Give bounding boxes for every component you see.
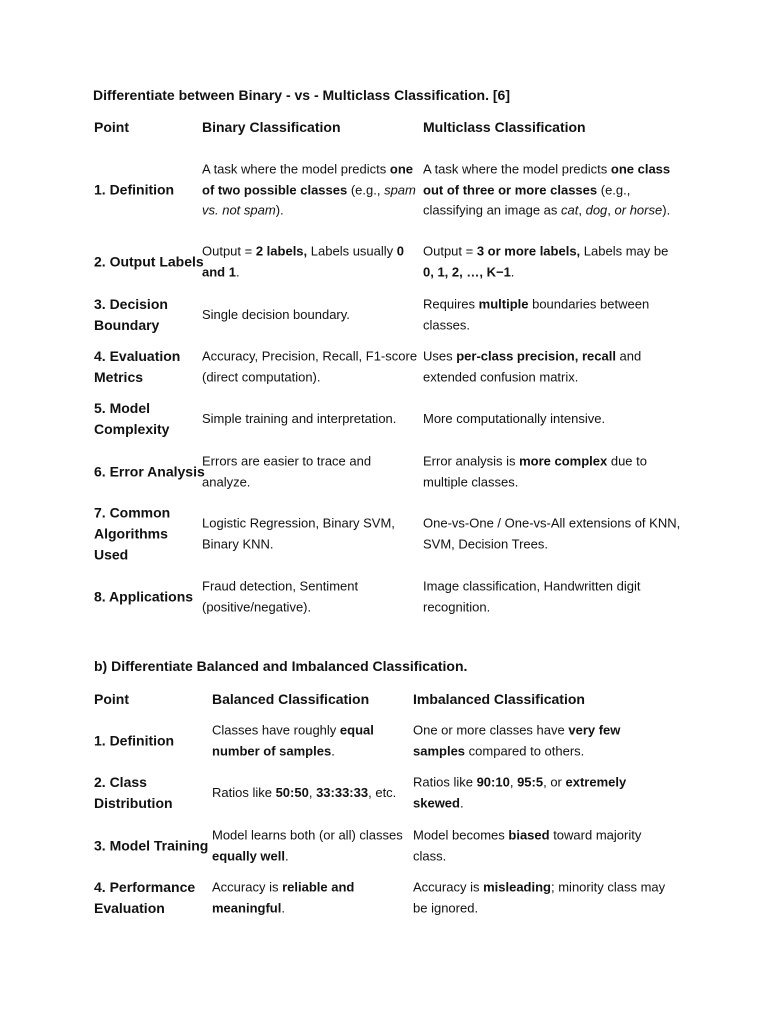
multiclass-cell: One-vs-One / One-vs-All extensions of KNN, SVM, Decision Trees.: [423, 515, 681, 551]
multiclass-cell: Error analysis is more complex due to multiple classes.: [423, 453, 647, 489]
balanced-cell: Accuracy is reliable and meaningful.: [212, 879, 355, 915]
point-label: 7. Common Algorithms Used: [94, 504, 171, 563]
point-label: 5. Model Complexity: [94, 400, 170, 437]
binary-cell: Errors are easier to trace and analyze.: [202, 453, 372, 489]
point-label: 1. Definition: [94, 181, 175, 198]
multiclass-cell: A task where the model predicts one class out of three or more classes (e.g., classifying an image as cat, dog, or horse).: [423, 161, 671, 218]
q2-title: b) Differentiate Balanced and Imbalanced Classification.: [94, 658, 468, 674]
q1-header-point: Point: [94, 119, 129, 135]
imbalanced-cell: Ratios like 90:10, 95:5, or extremely skewed.: [413, 774, 627, 810]
point-label: 3. Decision Boundary: [94, 296, 168, 333]
point-label: 4. Evaluation Metrics: [94, 348, 181, 385]
imbalanced-cell: Model becomes biased toward majority class.: [413, 827, 642, 863]
point-label: 1. Definition: [94, 732, 175, 749]
binary-cell: Output = 2 labels, Labels usually 0 and 1.: [202, 243, 405, 279]
q2-header-point: Point: [94, 691, 129, 707]
binary-cell: Accuracy, Precision, Recall, F1-score (direct computation).: [202, 348, 418, 384]
point-label: 4. Performance Evaluation: [94, 879, 196, 916]
binary-cell: Fraud detection, Sentiment (positive/negative).: [202, 578, 359, 614]
point-label: 2. Class Distribution: [94, 774, 173, 811]
multiclass-cell: Requires multiple boundaries between classes.: [423, 296, 650, 332]
multiclass-cell: Image classification, Handwritten digit recognition.: [423, 578, 641, 614]
multiclass-cell: More computationally intensive.: [423, 410, 606, 426]
point-label: 6. Error Analysis: [94, 463, 205, 480]
q2-header-imbalanced: Imbalanced Classification: [413, 691, 585, 707]
multiclass-cell: Output = 3 or more labels, Labels may be 0, 1, 2, …, K−1.: [423, 243, 669, 279]
q2-header-balanced: Balanced Classification: [212, 691, 370, 707]
binary-cell: Logistic Regression, Binary SVM, Binary KNN.: [202, 515, 395, 551]
binary-cell: Simple training and interpretation.: [202, 410, 397, 426]
balanced-cell: Model learns both (or all) classes equally well.: [212, 827, 403, 863]
imbalanced-cell: Accuracy is misleading; minority class may be ignored.: [413, 879, 666, 915]
q1-title: Differentiate between Binary - vs - Multiclass Classification. [6]: [93, 87, 510, 103]
q1-header-multiclass: Multiclass Classification: [423, 119, 586, 135]
point-label: 3. Model Training: [94, 837, 209, 854]
binary-cell: Single decision boundary.: [202, 306, 350, 322]
binary-cell: A task where the model predicts one of two possible classes (e.g., spam vs. not spam).: [202, 161, 416, 218]
point-label: 2. Output Labels: [94, 253, 204, 270]
balanced-cell: Classes have roughly equal number of samples.: [212, 722, 374, 758]
point-label: 8. Applications: [94, 588, 194, 605]
imbalanced-cell: One or more classes have very few samples compared to others.: [413, 722, 621, 758]
balanced-cell: Ratios like 50:50, 33:33:33, etc.: [212, 784, 397, 800]
q1-header-binary: Binary Classification: [202, 119, 341, 135]
multiclass-cell: Uses per-class precision, recall and extended confusion matrix.: [423, 348, 642, 384]
